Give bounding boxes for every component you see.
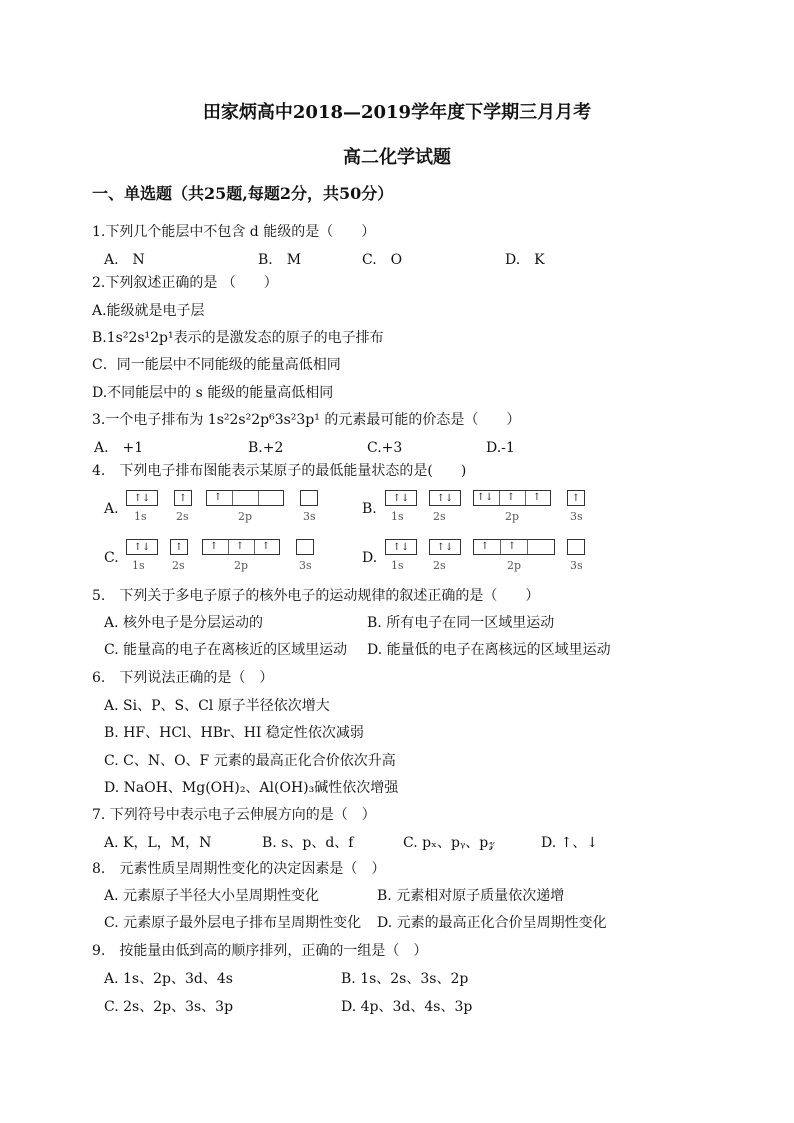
q9-option-a: A. 1s、2p、3d、4s [104,971,233,987]
label-2s: 2s [176,510,189,523]
orbital-1s-box: ↑↓ [126,490,158,506]
section-heading: 一、单选题（共25题,每题2分，共50分） [92,184,394,203]
orbital-3s-box [567,539,585,555]
orbital-2s-box: ↑↓ [429,490,461,506]
orbital-2s-box: ↑ [170,539,188,555]
q6-option-b: B. HF、HCl、HBr、HI 稳定性依次减弱 [104,725,364,741]
question-1-stem: 1.下列几个能层中不包含 d 能级的是（ ） [92,224,376,240]
q4-option-c: C. [104,550,119,566]
orbital-1s-box: ↑↓ [385,539,417,555]
label-1s: 1s [391,510,404,523]
q9-option-d: D. 4p、3d、4s、3p [341,999,473,1015]
label-3s: 3s [570,510,583,523]
question-4-stem: 4. 下列电子排布图能表示某原子的最低能量状态的是( ) [92,463,467,479]
q5-option-b: B. 所有电子在同一区域里运动 [367,615,555,631]
q5-option-a: A. 核外电子是分层运动的 [104,615,264,631]
q8-option-a: A. 元素原子半径大小呈周期性变化 [104,888,320,904]
orbital-1s-box: ↑↓ [126,539,158,555]
label-2p: 2p [238,510,253,523]
q2-option-c: C．同一能层中不同能级的能量高低相同 [92,357,341,373]
question-8-stem: 8. 元素性质呈周期性变化的决定因素是（ ） [92,861,386,877]
q2-option-a: A.能级就是电子层 [92,303,205,319]
q9-option-b: B. 1s、2s、3s、2p [341,971,469,987]
orbital-1s-box: ↑↓ [385,490,417,506]
q7-option-b: B. s、p、d、f [262,835,354,851]
orbital-2s-box: ↑↓ [429,539,461,555]
q8-option-b: B. 元素相对原子质量依次递增 [377,888,565,904]
question-2-stem: 2.下列叙述正确的是 （ ） [92,275,278,291]
label-2s: 2s [433,510,446,523]
q6-option-c: C. C、N、O、F 元素的最高正化合价依次升高 [104,753,396,769]
label-2p: 2p [505,510,520,523]
q4-option-a: A. [104,501,119,517]
label-2p: 2p [507,559,522,572]
orbital-2p-box: ↑ ↑ [473,539,555,555]
orbital-2p-box: ↑ [206,490,284,506]
label-1s: 1s [134,510,147,523]
q7-option-c: C. pₓ、pᵧ、p𝓏 [403,835,495,851]
q9-option-c: C. 2s、2p、3s、3p [104,999,234,1015]
question-9-stem: 9. 按能量由低到高的顺序排列，正确的一组是（ ） [92,943,428,959]
question-3-stem: 3.一个电子排布为 1s²2s²2p⁶3s²3p¹ 的元素最可能的价态是（ ） [92,412,521,428]
q3-option-d: D.-1 [486,440,515,456]
q6-option-d: D. NaOH、Mg(OH)₂、Al(OH)₃碱性依次增强 [104,780,399,796]
q7-option-a: A. K，L，M，N [104,835,212,851]
exam-title: 田家炳高中2018—2019学年度下学期三月月考 [202,102,592,123]
q3-option-c: C.+3 [367,440,403,456]
orbital-3s-box [296,539,314,555]
label-2p: 2p [234,559,249,572]
orbital-2p-box: ↑ ↑ ↑ [202,539,280,555]
label-3s: 3s [299,559,312,572]
question-7-stem: 7. 下列符号中表示电子云伸展方向的是（ ） [92,807,376,823]
label-2s: 2s [172,559,185,572]
label-3s: 3s [570,559,583,572]
label-1s: 1s [391,559,404,572]
q5-option-d: D. 能量低的电子在离核远的区域里运动 [367,642,611,658]
orbital-2s-box: ↑ [174,490,192,506]
label-3s: 3s [303,510,316,523]
q2-option-b: B.1s²2s¹2p¹表示的是激发态的原子的电子排布 [92,330,384,346]
q1-option-c: C. O [362,252,403,268]
q8-option-d: D. 元素的最高正化合价呈周期性变化 [377,915,607,931]
q4-option-d: D. [362,550,378,566]
orbital-3s-box: ↑ [567,490,585,506]
q3-option-a: A. +1 [94,440,144,456]
q2-option-d: D.不同能层中的 s 能级的能量高低相同 [92,385,334,401]
orbital-3s-box [300,490,318,506]
question-5-stem: 5. 下列关于多电子原子的核外电子的运动规律的叙述正确的是（ ） [92,588,540,604]
q6-option-a: A. Si、P、S、Cl 原子半径依次增大 [104,698,330,714]
label-1s: 1s [132,559,145,572]
exam-subtitle: 高二化学试题 [343,147,451,168]
q1-option-a: A. N [104,252,145,268]
q3-option-b: B.+2 [248,440,284,456]
question-6-stem: 6. 下列说法正确的是（ ） [92,670,274,686]
q1-option-b: B. M [258,252,302,268]
q1-option-d: D. K [505,252,545,268]
label-2s: 2s [433,559,446,572]
q5-option-c: C. 能量高的电子在离核近的区域里运动 [104,642,348,658]
q8-option-c: C. 元素原子最外层电子排布呈周期性变化 [104,915,362,931]
orbital-2p-box: ↑↓ ↑ ↑ [473,490,551,506]
q4-option-b: B. [362,501,377,517]
q7-option-d: D. ↑、↓ [541,835,599,851]
